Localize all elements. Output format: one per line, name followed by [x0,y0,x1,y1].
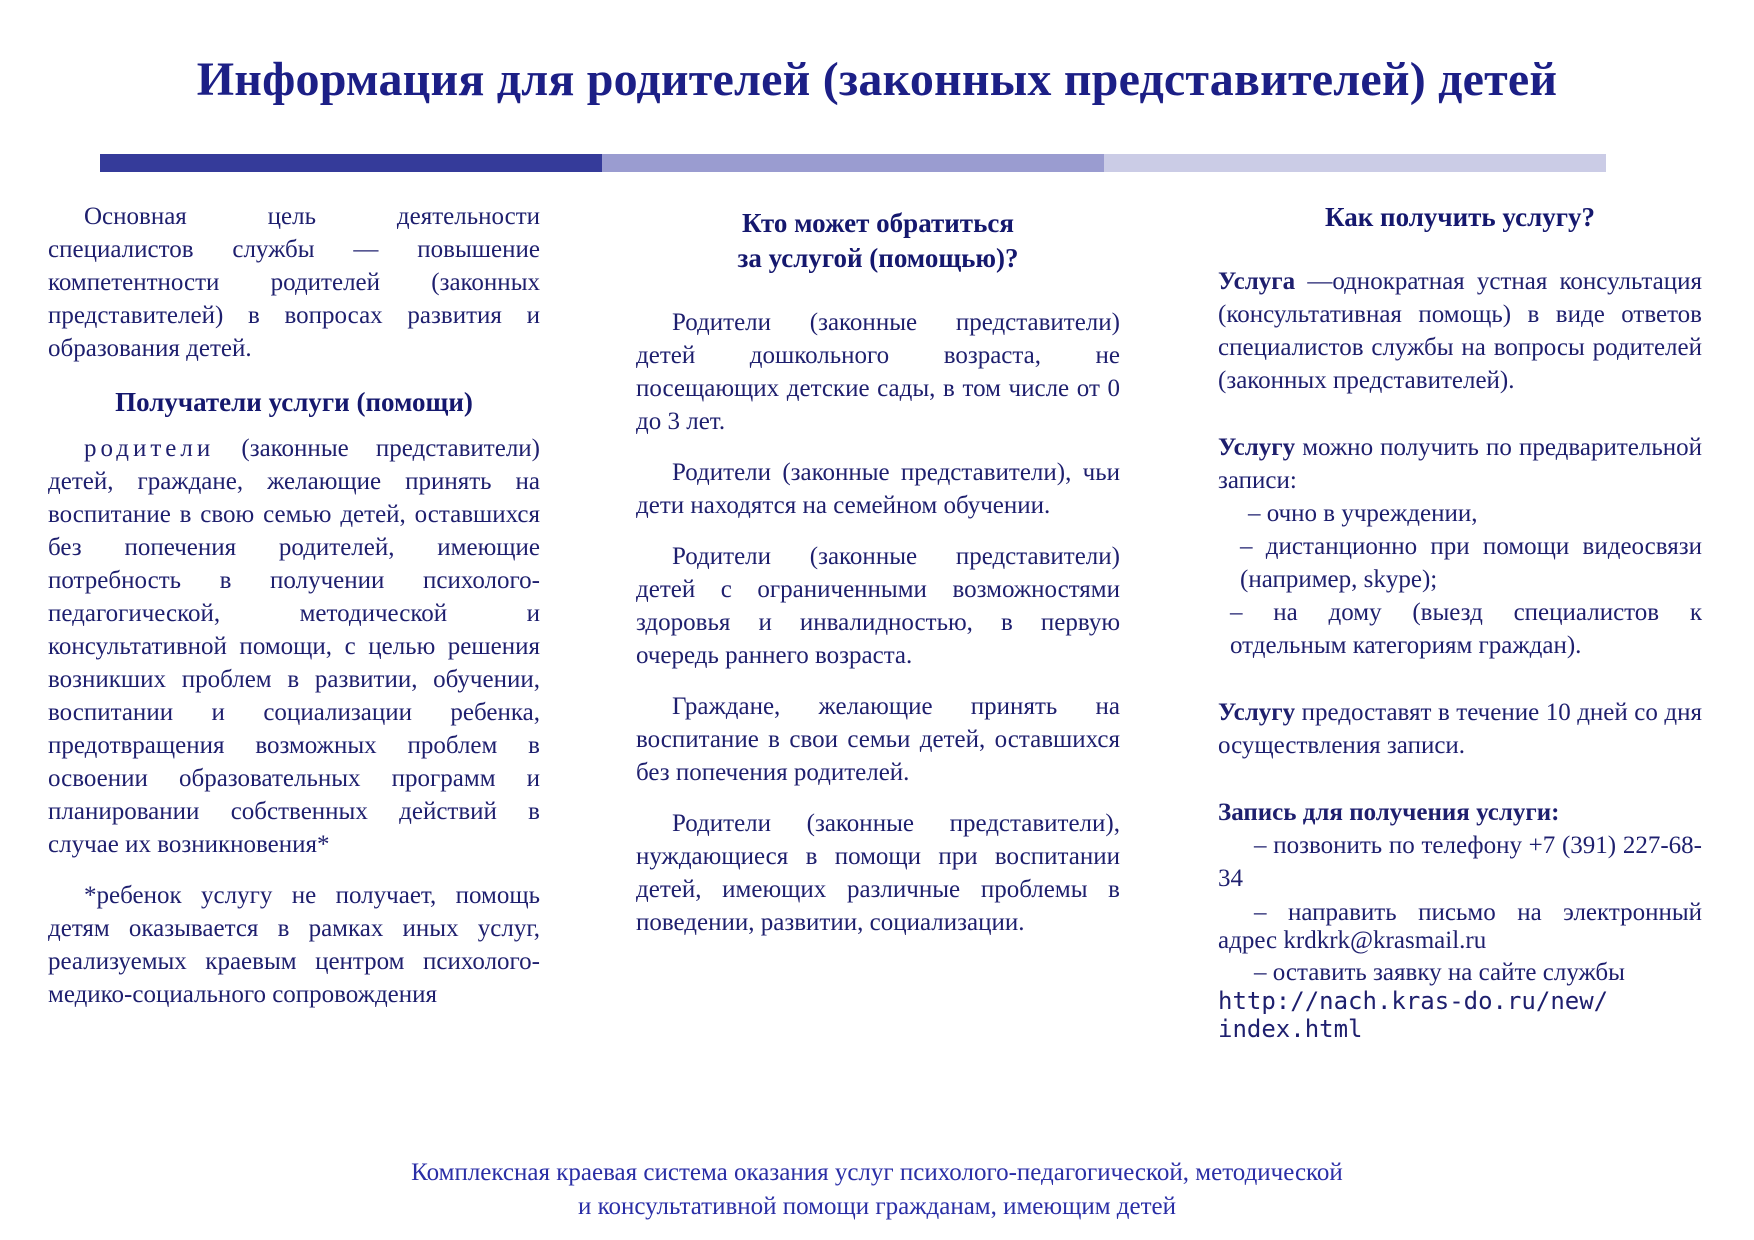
site-link[interactable]: http://nach.kras-do.ru/new/ index.html [1218,987,1609,1043]
column-left [48,200,540,1011]
service-term: Услуга [1218,268,1296,295]
way-item: – на дому (выезд специалистов к отдельным категориям граждан). [1230,599,1702,659]
duration-text: предоставят в течение 10 дней со дня осуществления записи. [1218,699,1702,759]
applicant-item: Родители (законные представители) детей с ограниченными возможностями здоровья и инвалидностью, в первую очередь раннего возраста. [636,543,1120,669]
column-right [1218,200,1702,1043]
applicant-item: Родители (законные представители), нуждающиеся в помощи при воспитании детей, имеющих различные проблемы в поведении, развитии, социализации. [636,810,1120,936]
footnote-text: *ребенок услугу не получает, помощь детям оказывается в рамках иных услуг, реализуемых краевым центром психолого-медико-социального сопровождения [48,882,540,1008]
duration-term: Услугу [1218,699,1296,726]
column-middle [636,200,1120,957]
recipients-text [48,432,540,861]
applicant-item: Родители (законные представители), чьи дети находятся на семейном обучении. [636,459,1120,519]
divider-segment-light [1104,154,1606,172]
footer [0,1156,1754,1224]
applicant-item: Граждане, желающие принять на воспитание в свои семьи детей, оставшихся без попечения родителей. [636,693,1120,786]
title-divider-bar [100,154,1606,172]
booking-text: можно получить по предварительной записи: [1218,434,1702,494]
service-duration [1218,696,1702,762]
who-heading-line1: Кто может обратиться [742,208,1014,238]
applicant-item: Родители (законные представители) детей дошкольного возраста, не посещающих детские сады, в том числе от 0 до 3 лет. [636,309,1120,435]
footer-line2: и консультативной помощи гражданам, имеющим детей [578,1193,1176,1220]
booking-info [1218,431,1702,497]
way-item: – очно в учреждении, [1248,500,1478,527]
who-can-apply-heading [636,206,1120,276]
signup-heading: Запись для получения услуги: [1218,799,1560,826]
footer-line1: Комплексная краевая система оказания услуг психолого-педагогической, методической [411,1159,1343,1186]
recipients-heading: Получатели услуги (помощи) [115,387,473,417]
way-item: – дистанционно при помощи видеосвязи (например, skype); [1240,533,1702,593]
signup-site: – оставить заявку на сайте службы [1254,959,1625,986]
divider-segment-mid [602,154,1104,172]
signup-email: – направить письмо на электронный адрес krdkrk@krasmail.ru [1218,899,1702,954]
intro-text: Основная цель деятельности специалистов службы — повышение компетентности родителей (законных представителей) в вопросах развития и образования детей. [48,203,540,362]
who-heading-line2: за услугой (помощью)? [737,243,1019,273]
page-title: Информация для родителей (законных представителей) детей [196,53,1558,106]
service-definition-text: —однократная устная консультация (консультативная помощь) в виде ответов специалистов службы на вопросы родителей (законных представителей). [1218,268,1702,394]
divider-segment-dark [100,154,602,172]
booking-term: Услугу [1218,434,1296,461]
signup-phone: – позвонить по телефону +7 (391) 227-68-34 [1218,832,1702,892]
recipients-body: (законные представители) детей, граждане, желающие принять на воспитание в свою семью детей, оставшихся без попечения родителей, имеющие потребность в получении психолого-педагогической, методической и консультативной помощи, с целью решения возникших проблем в развитии, обучении, воспитании и социализации ребенка, предотвращения возможных проблем в освоении образовательных программ и планировании собственных действий в случае их возникновения* [48,435,540,858]
how-to-get-heading: Как получить услугу? [1324,202,1595,232]
recipients-lead: родители [84,435,215,462]
service-definition [1218,265,1702,397]
